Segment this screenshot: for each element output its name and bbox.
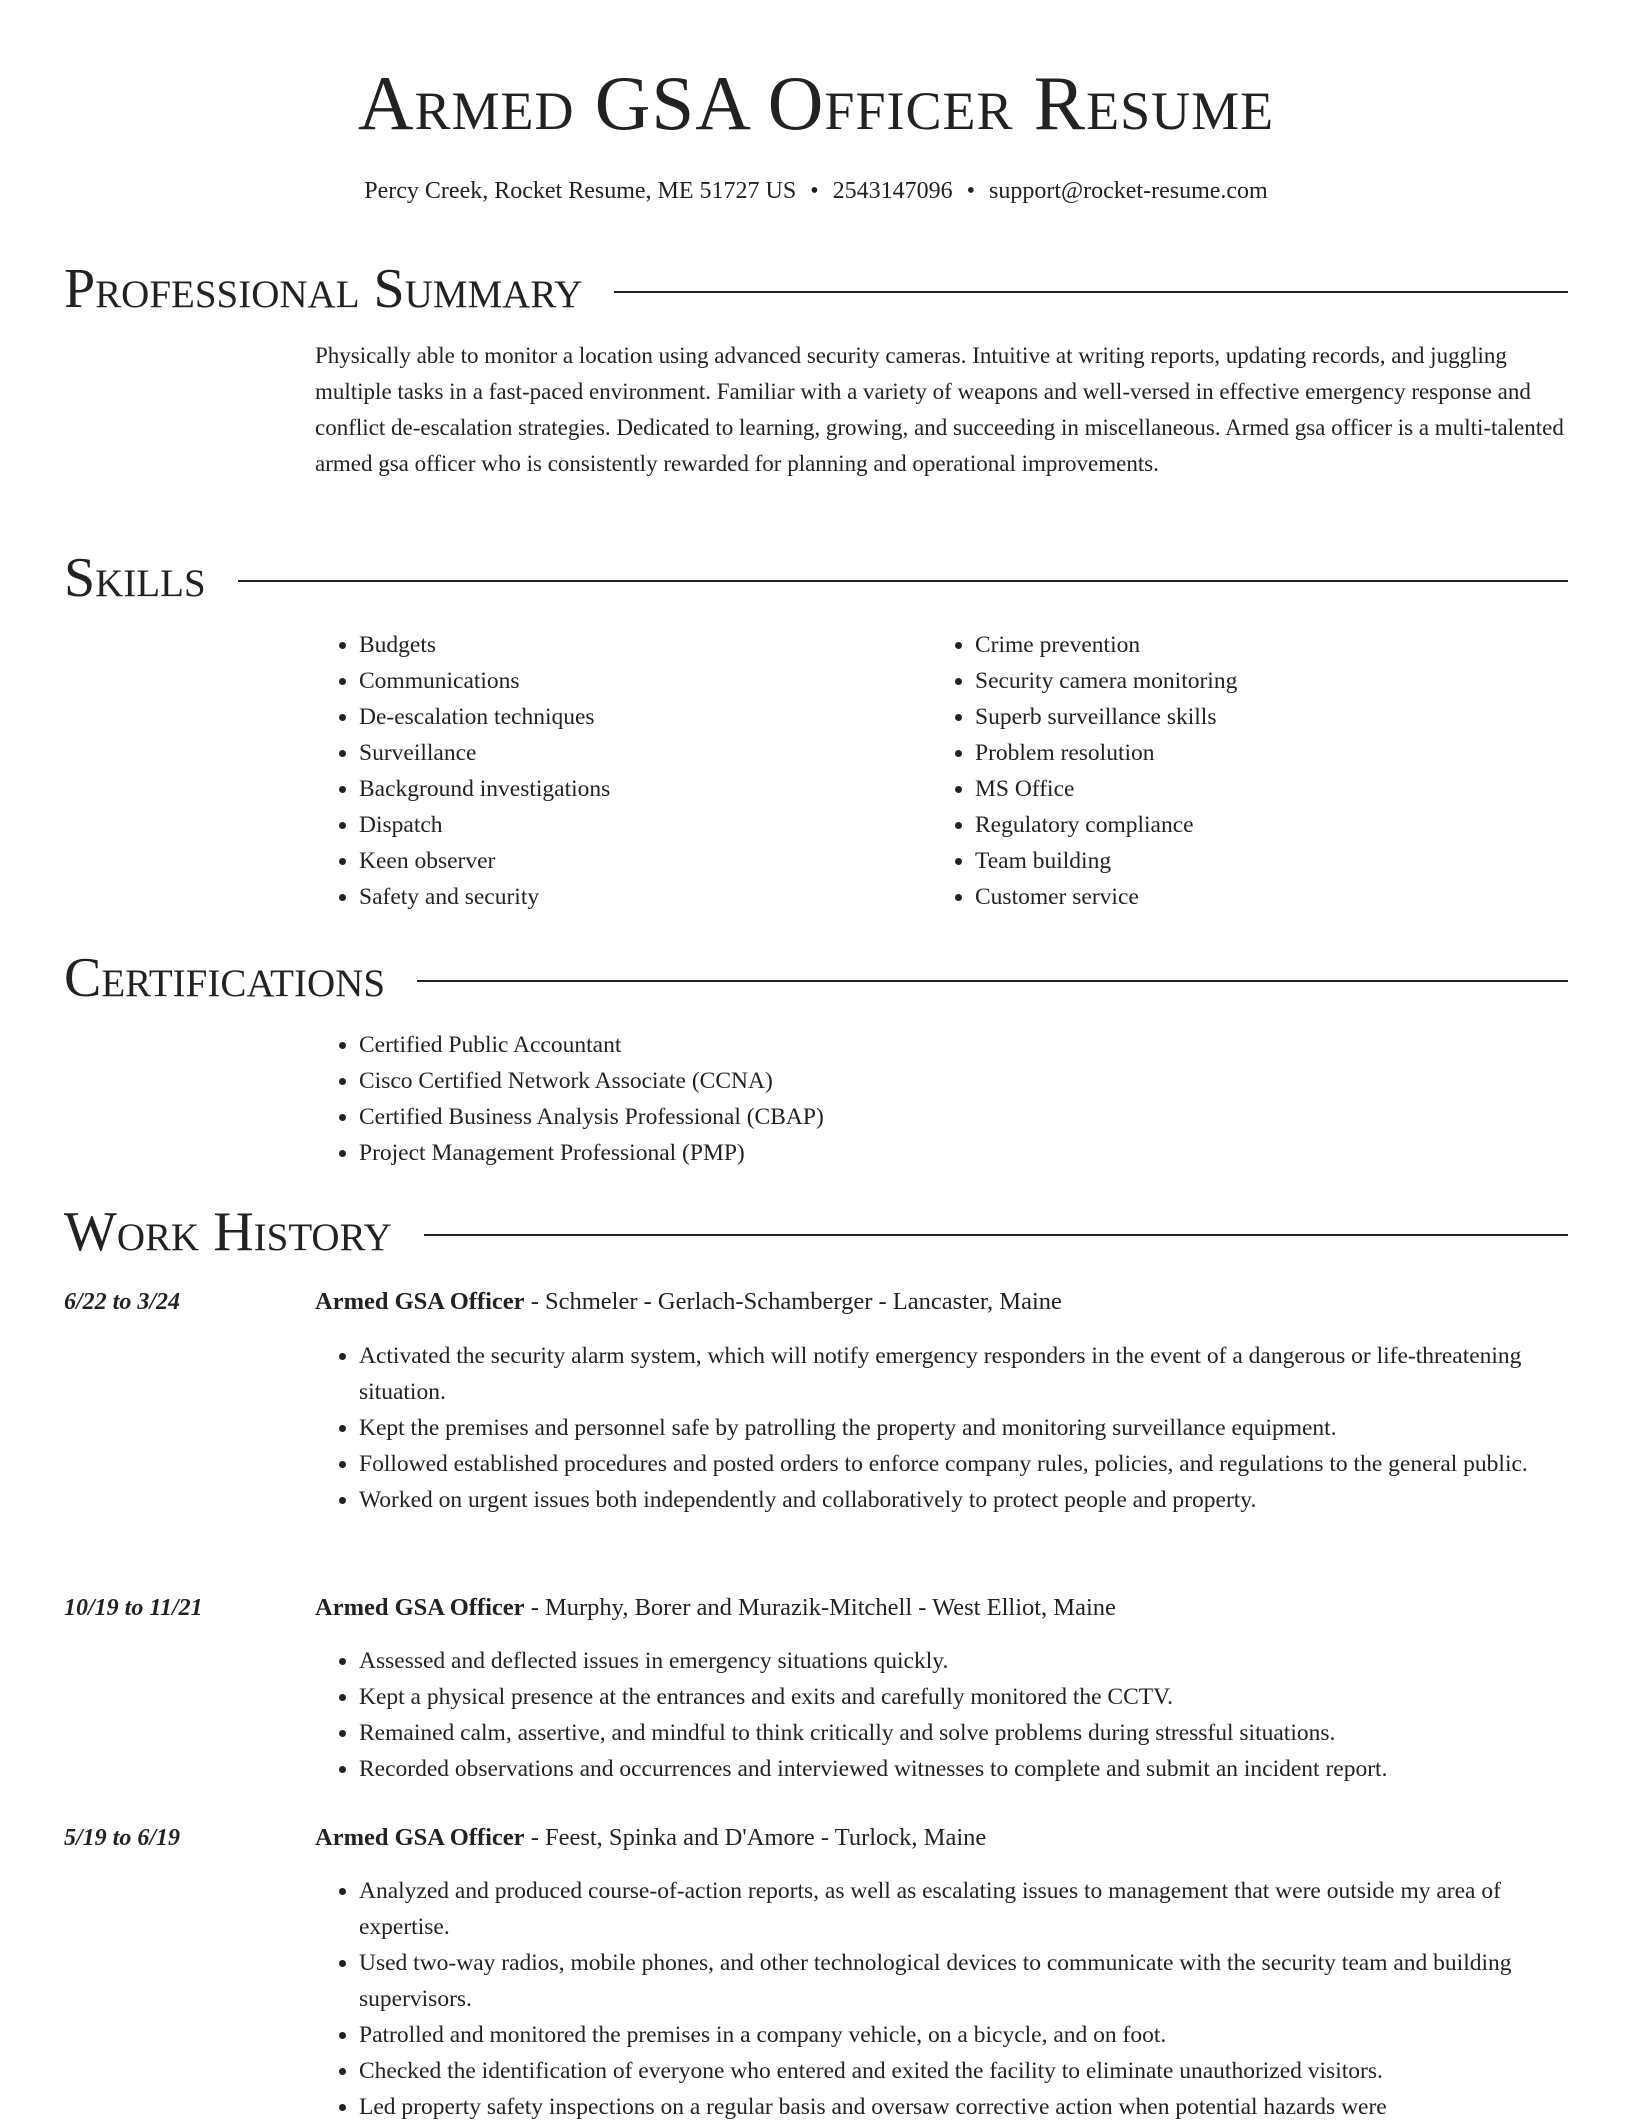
certification-item: • Certified Business Analysis Professional (CBAP) — [359, 1099, 1565, 1135]
section-divider — [238, 580, 1568, 582]
skills-column-right — [931, 627, 1531, 915]
job-dates: 10/19 to 11/21 — [64, 1595, 203, 1621]
skill-item: • Safety and security — [359, 879, 915, 915]
skill-item: • Team building — [975, 843, 1531, 879]
skills-column-left — [315, 627, 915, 915]
summary-text: Physically able to monitor a location using advanced security cameras. Intuitive at writing reports, updating records, and juggling multiple tasks in a fast-paced environment. Familiar with a variety of weapons and well-versed in effective emergency response and conflict de-escalation strategies. Dedicated to learning, growing, and succeeding in miscellaneous. Armed gsa officer is a multi-talented armed gsa officer who is consistently rewarded for planning and operational improvements. — [315, 343, 1564, 476]
job-title-line — [315, 1590, 1565, 1626]
job-responsibilities — [315, 1643, 1565, 1787]
job-title-line — [315, 1284, 1565, 1320]
section-professional-summary — [64, 256, 1568, 322]
job-title-line — [315, 1820, 1565, 1856]
certification-item: • Certified Public Accountant — [359, 1027, 1565, 1063]
skill-item: • Dispatch — [359, 807, 915, 843]
job-employer-location: - Feest, Spinka and D'Amore - Turlock, Maine — [524, 1824, 987, 1851]
job-bullet: • Remained calm, assertive, and mindful to think critically and solve problems during stressful situations. — [359, 1715, 1565, 1751]
job-bullet: • Worked on urgent issues both independently and collaboratively to protect people and property. — [359, 1482, 1565, 1518]
job-title: Armed GSA Officer — [315, 1594, 525, 1621]
contact-separator: • — [810, 178, 819, 204]
skill-item: • Communications — [359, 663, 915, 699]
section-divider — [614, 291, 1568, 293]
job-bullet: • Assessed and deflected issues in emergency situations quickly. — [359, 1643, 1565, 1679]
job-bullet: • Led property safety inspections on a regular basis and oversaw corrective action when potential hazards were — [359, 2089, 1565, 2125]
section-heading: Work History — [64, 1201, 392, 1263]
job-title: Armed GSA Officer — [315, 1824, 525, 1851]
section-divider — [424, 1234, 1568, 1236]
certification-item: • Project Management Professional (PMP) — [359, 1135, 1565, 1171]
skill-item: • MS Office — [975, 771, 1531, 807]
skill-item: • De-escalation techniques — [359, 699, 915, 735]
job-bullet: • Kept the premises and personnel safe by patrolling the property and monitoring surveillance equipment. — [359, 1410, 1565, 1446]
contact-address: Percy Creek, Rocket Resume, ME 51727 US — [364, 178, 797, 204]
job-bullet: • Followed established procedures and posted orders to enforce company rules, policies, and regulations to the general public. — [359, 1446, 1565, 1482]
skill-item: • Surveillance — [359, 735, 915, 771]
job-dates: 5/19 to 6/19 — [64, 1825, 181, 1851]
skill-item: • Superb surveillance skills — [975, 699, 1531, 735]
contact-phone: 2543147096 — [832, 178, 953, 204]
job-bullet: • Patrolled and monitored the premises in a company vehicle, on a bicycle, and on foot. — [359, 2017, 1565, 2053]
skill-item: • Keen observer — [359, 843, 915, 879]
job-employer-location: - Schmeler - Gerlach-Schamberger - Lancaster, Maine — [524, 1288, 1062, 1315]
skill-item: • Crime prevention — [975, 627, 1531, 663]
resume-title: Armed GSA Officer Resume — [357, 60, 1275, 146]
job-employer-location: - Murphy, Borer and Murazik-Mitchell - West Elliot, Maine — [524, 1594, 1116, 1621]
section-heading: Skills — [64, 547, 206, 609]
job-responsibilities — [315, 1338, 1565, 1518]
section-work-history — [64, 1199, 1568, 1265]
job-bullet: • Used two-way radios, mobile phones, and other technological devices to communicate with the security team and building supervisors. — [359, 1945, 1565, 2017]
job-bullet: • Checked the identification of everyone who entered and exited the facility to eliminate unauthorized visitors. — [359, 2053, 1565, 2089]
contact-line — [0, 174, 1632, 208]
skill-item: • Budgets — [359, 627, 915, 663]
section-certifications — [64, 945, 1568, 1011]
job-bullet: • Kept a physical presence at the entrances and exits and carefully monitored the CCTV. — [359, 1679, 1565, 1715]
section-heading: Professional Summary — [64, 258, 583, 320]
contact-separator: • — [966, 178, 976, 204]
certifications-list — [315, 1027, 1565, 1171]
section-skills — [64, 545, 1568, 611]
certification-item: • Cisco Certified Network Associate (CCNA) — [359, 1063, 1565, 1099]
skill-item: • Background investigations — [359, 771, 915, 807]
skill-item: • Regulatory compliance — [975, 807, 1531, 843]
job-responsibilities — [315, 1873, 1565, 2125]
job-dates: 6/22 to 3/24 — [64, 1289, 181, 1315]
section-divider — [417, 980, 1568, 982]
section-heading: Certifications — [64, 947, 386, 1009]
job-title: Armed GSA Officer — [315, 1288, 525, 1315]
job-bullet: • Activated the security alarm system, which will notify emergency responders in the event of a dangerous or life-threatening situation. — [359, 1338, 1565, 1410]
skill-item: • Problem resolution — [975, 735, 1531, 771]
job-bullet: • Recorded observations and occurrences and interviewed witnesses to complete and submit an incident report. — [359, 1751, 1565, 1787]
skill-item: • Customer service — [975, 879, 1531, 915]
contact-email: support@rocket-resume.com — [989, 178, 1268, 204]
job-bullet: • Analyzed and produced course-of-action reports, as well as escalating issues to management that were outside my area of expertise. — [359, 1873, 1565, 1945]
skill-item: • Security camera monitoring — [975, 663, 1531, 699]
